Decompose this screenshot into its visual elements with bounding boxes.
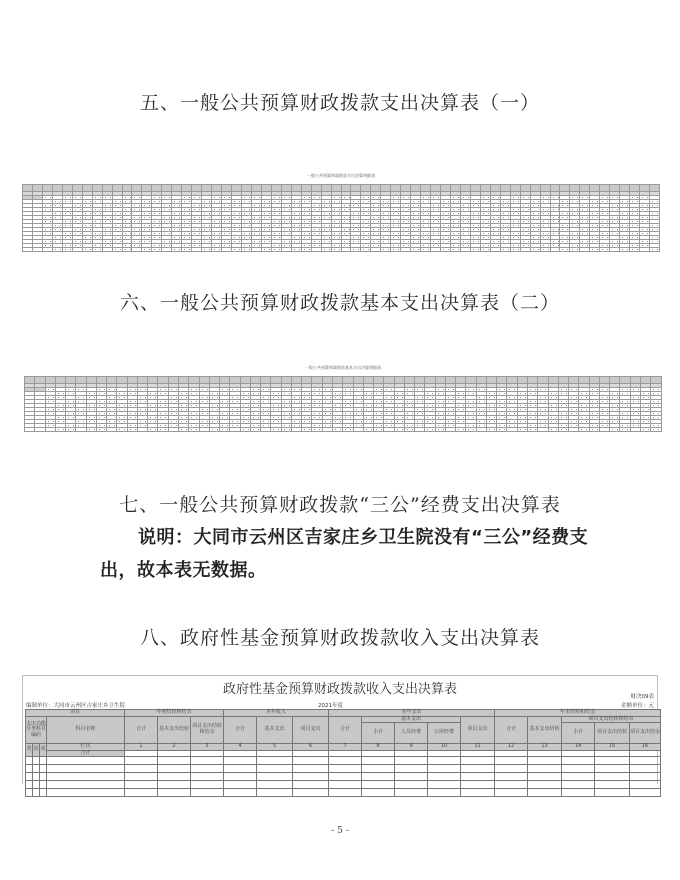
section-six-heading: 六、一般公共预算财政拨款基本支出决算表（二）: [119, 292, 560, 314]
three-public-note-line1: 说明：大同市云州区吉家庄乡卫生院没有“三公”经费支: [138, 527, 589, 548]
header-c3: 项目支出结转和结余: [191, 716, 224, 744]
header-c5: 基本支出: [257, 716, 293, 744]
header-income: 本年收入: [224, 710, 329, 717]
col-num: 14: [562, 744, 595, 751]
col-num: 10: [428, 744, 461, 751]
section-seven-heading: 七、一般公共预算财政拨款“三公”经费支出决算表: [119, 494, 561, 516]
header-c13: 基本支出结转: [528, 716, 562, 744]
expenditure-detail-table-image: [20, 172, 662, 246]
compiling-unit: 编制单位：大同市云州区吉家庄乡卫生院: [26, 703, 126, 709]
embedded-table-title: 一般公共预算财政拨款基本支出决算明细表: [305, 365, 381, 370]
col-num: 11: [461, 744, 495, 751]
header-c10: 公用经费: [428, 723, 461, 744]
fund-table-title: 政府性基金预算财政拨款收入支出决算表: [222, 682, 457, 697]
table-row: [26, 765, 661, 773]
col-num: 7: [329, 744, 362, 751]
total-label: 合计: [47, 750, 125, 757]
header-c7: 合计: [329, 716, 362, 744]
header-c12: 合计: [495, 716, 528, 744]
header-closing-balance: 年末结转和结余: [495, 710, 661, 717]
header-c4: 合计: [224, 716, 257, 744]
header-c9: 人员经费: [395, 723, 428, 744]
section-five-heading: 五、一般公共预算财政拨款支出决算表（一）: [139, 92, 540, 114]
header-project: 项目: [26, 710, 125, 717]
header-c2: 基本支出结转: [158, 716, 191, 744]
header-project-closing: 项目支出结转和结余: [562, 716, 661, 723]
col-num: 4: [224, 744, 257, 751]
header-c1: 合计: [125, 716, 158, 744]
embedded-table-grid: [24, 376, 662, 432]
header-basic-expenditure: 基本支出: [362, 716, 461, 723]
section-eight-heading: 八、政府性基金预算财政拨款收入支出决算表: [139, 627, 540, 649]
code-section-label: 款: [33, 744, 40, 757]
code-item-label: 项: [40, 744, 47, 757]
table-row: [26, 757, 661, 765]
header-c16: 项目支出结余: [630, 723, 661, 744]
col-num: 2: [158, 744, 191, 751]
col-num: 15: [595, 744, 630, 751]
col-num: 16: [630, 744, 661, 751]
col-num: 13: [528, 744, 562, 751]
header-c8: 小计: [362, 723, 395, 744]
header-c6: 项目支出: [293, 716, 329, 744]
col-num: 8: [362, 744, 395, 751]
table-row: [26, 789, 661, 797]
fiscal-year: 2021年度: [318, 703, 343, 709]
col-num: 9: [395, 744, 428, 751]
table-row: [26, 781, 661, 789]
header-c14: 小计: [562, 723, 595, 744]
col-num: 5: [257, 744, 293, 751]
col-num: 12: [495, 744, 528, 751]
header-c15: 项目支出结转: [595, 723, 630, 744]
header-subject-name: 科目名称: [47, 716, 125, 744]
form-number: 财决09表: [630, 694, 654, 700]
header-opening-balance: 年初结转和结余: [125, 710, 224, 717]
page-number: - 5 -: [331, 826, 349, 836]
fund-table-grid: [25, 709, 661, 797]
embedded-table-title: 一般公共预算财政拨款支出决算明细表: [307, 173, 375, 178]
row-number-label: 栏次: [47, 744, 125, 751]
table-row: [26, 773, 661, 781]
header-func-code: 支出功能分类科目编码: [26, 716, 47, 744]
embedded-table-grid: [22, 184, 660, 252]
col-num: 1: [125, 744, 158, 751]
basic-expenditure-table-image: [22, 364, 664, 422]
header-expenditure: 本年支出: [329, 710, 495, 717]
col-num: 6: [293, 744, 329, 751]
header-c11: 项目支出: [461, 716, 495, 744]
code-class-label: 类: [26, 744, 33, 757]
col-num: 3: [191, 744, 224, 751]
currency-unit: 金额单位：元: [620, 703, 654, 709]
three-public-note-line2: 出，故本表无数据。: [100, 560, 267, 581]
